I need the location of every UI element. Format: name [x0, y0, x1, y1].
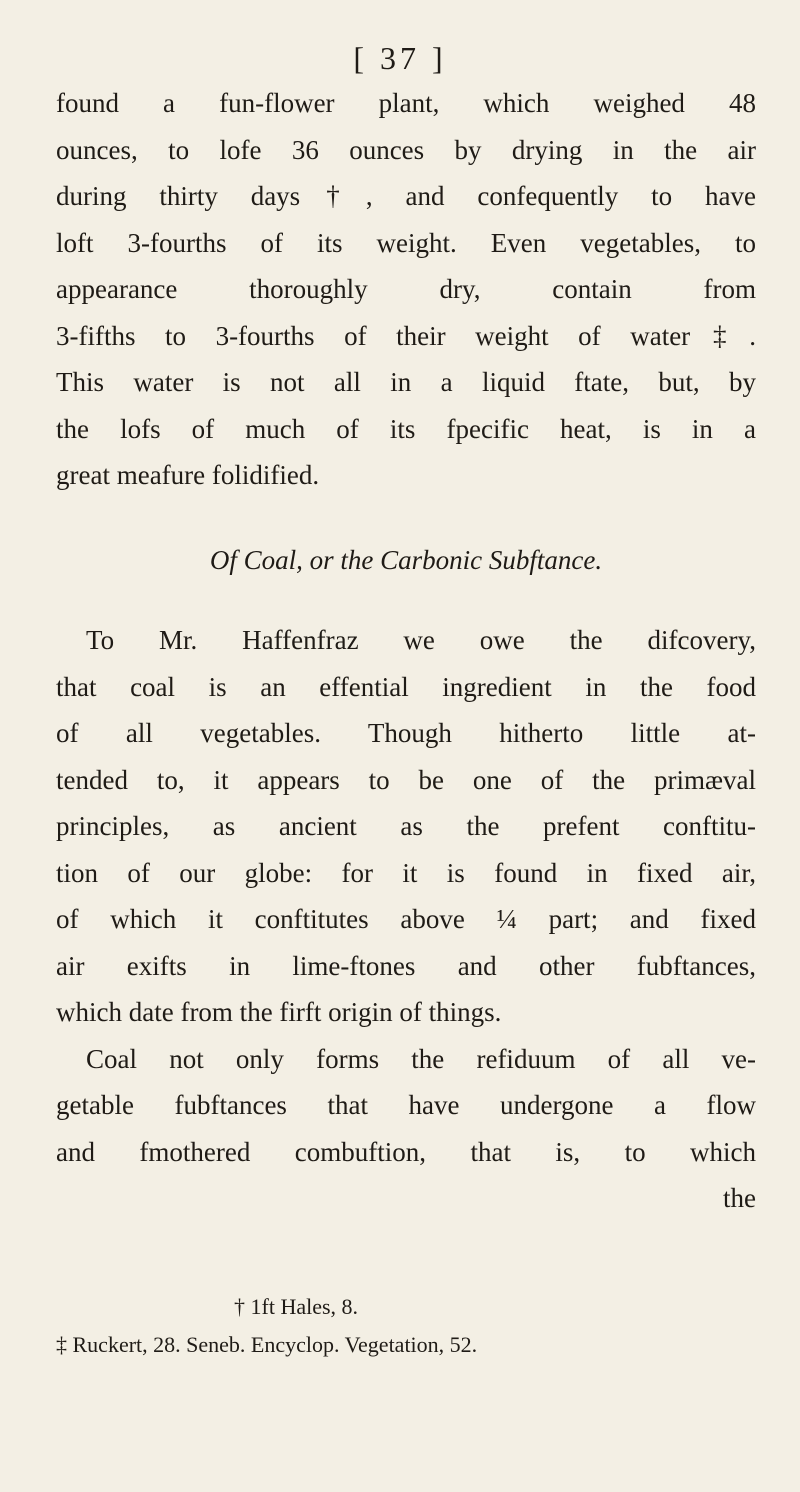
text-line: tended to, it appears to be one of the primæval	[56, 764, 756, 795]
footnote: † 1ft Hales, 8.	[234, 1294, 359, 1319]
page-number: [ 37 ]	[353, 40, 447, 76]
text-line: found a fun-flower plant, which weighed 48	[56, 88, 756, 118]
text-line: air exifts in lime-ftones and other fubftances,	[56, 950, 756, 981]
text-line: of all vegetables. Though hitherto little at-	[56, 718, 756, 748]
text-line: Coal not only forms the refiduum of all ve-	[86, 1043, 756, 1074]
text-line: and fmothered combuftion, that is, to which	[56, 1136, 756, 1167]
text-line: great meafure folidified.	[56, 460, 320, 490]
text-line: during thirty days†, and confequently to have	[56, 181, 756, 211]
text-line: 3-fifths to 3-fourths of their weight of water‡.	[56, 320, 756, 351]
text-line: tion of our globe: for it is found in fixed air,	[56, 857, 756, 888]
text-line: This water is not all in a liquid ftate, but, by	[56, 367, 756, 397]
text-line: the lofs of much of its fpecific heat, is in a	[56, 413, 756, 444]
footnotes	[56, 1288, 756, 1364]
text-line: appearance thoroughly dry, contain from	[56, 274, 756, 304]
body-text	[56, 80, 756, 1222]
text-line: ounces, to lofe 36 ounces by drying in the air	[56, 134, 756, 165]
text-line: principles, as ancient as the prefent conftitu-	[56, 811, 756, 841]
text-line: To Mr. Haffenfraz we owe the difcovery,	[86, 625, 756, 655]
text-line: getable fubftances that have undergone a flow	[56, 1090, 756, 1120]
text-line: of which it conftitutes above ¼ part; and fixed	[56, 904, 756, 934]
text-line: that coal is an effential ingredient in the food	[56, 671, 756, 702]
footnote: ‡ Ruckert, 28. Seneb. Encyclop. Vegetation, 52.	[56, 1332, 478, 1357]
section-heading: Of Coal, or the Carbonic Subftance.	[209, 544, 603, 575]
text-line: loft 3-fourths of its weight. Even vegetables, to	[56, 227, 756, 258]
catchword: the	[723, 1183, 756, 1213]
text-line: which date from the firft origin of things.	[56, 997, 502, 1027]
